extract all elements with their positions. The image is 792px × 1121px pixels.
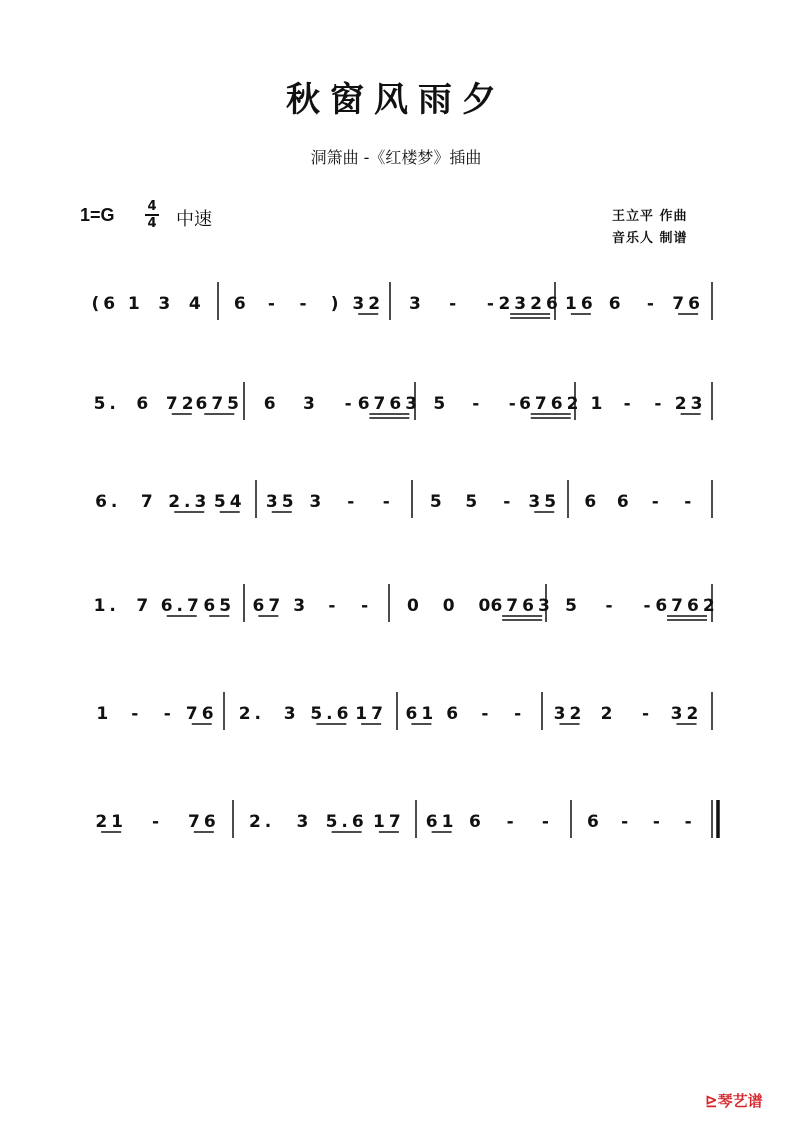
score-note: 6 (233, 294, 250, 314)
score-note: 2.3 (168, 492, 211, 512)
score-note: - (652, 812, 664, 832)
score-note: 2326 (498, 294, 562, 314)
score-note: 5.6 (310, 704, 353, 724)
score-note: - (651, 492, 663, 512)
arranger-credit: 音乐人 制谱 (612, 231, 688, 246)
watermark-logo (705, 1090, 763, 1111)
score-note: 72 (165, 394, 198, 414)
score-note: 3 (302, 394, 319, 414)
score-note: 65 (203, 596, 236, 616)
score-note: - (299, 294, 311, 314)
score-note: 5 (433, 394, 450, 414)
subtitle: 洞箫曲 -《红楼梦》插曲 (310, 148, 482, 167)
score-note: 5.6 (325, 812, 368, 832)
score-note: 1. (93, 596, 120, 616)
score-note: 35 (528, 492, 561, 512)
score-note: 6 (136, 394, 153, 414)
score-note: 3 (309, 492, 326, 512)
score-note: 32 (670, 704, 703, 724)
score-note: - (361, 596, 373, 616)
score-note: 16 (565, 294, 597, 314)
score-note: 6762 (519, 394, 583, 414)
score-note: 6 (263, 394, 280, 414)
score-note: 17 (355, 704, 387, 724)
time-numerator: 4 (147, 199, 157, 214)
score-note: 675 (195, 394, 243, 414)
score-note: - (344, 394, 356, 414)
score-note: - (646, 294, 658, 314)
score-note: 5 (565, 596, 581, 616)
score-note: 6 (446, 704, 463, 724)
score-note: 1 (127, 294, 144, 314)
score-note: 6.7 (160, 596, 203, 616)
score-note: - (503, 492, 515, 512)
score-note: 32 (352, 294, 385, 314)
score-note: 76 (672, 294, 704, 314)
score-note: 67 (252, 596, 285, 616)
score-note: - (481, 704, 493, 724)
score-note: - (382, 492, 394, 512)
score-note: 3 (408, 294, 425, 314)
score-note: 0 (406, 596, 423, 616)
score-note: 5 (429, 492, 446, 512)
score-note: 3 (293, 596, 310, 616)
score-note: - (151, 812, 164, 832)
score-note: - (654, 394, 666, 414)
score-note: 35 (265, 492, 298, 512)
score-note: 2. (248, 812, 276, 832)
score-note: ) (330, 294, 343, 314)
score-note: 17 (373, 812, 405, 832)
score-note: 61 (425, 812, 458, 832)
score-note: - (684, 492, 696, 512)
score-note: - (328, 596, 340, 616)
score-note: 6 (608, 294, 625, 314)
score-note: - (623, 394, 635, 414)
score-note: 6. (95, 492, 122, 512)
score-note: - (684, 812, 696, 832)
score-note: 1 (96, 704, 113, 724)
score-note: - (131, 704, 143, 724)
score-note: 7 (140, 492, 157, 512)
score-note: 5 (465, 492, 482, 512)
score-note: 3 (296, 812, 313, 832)
score-note: 0 (442, 596, 459, 616)
score-note: - (267, 294, 279, 314)
score-note: 61 (405, 704, 438, 724)
score-note: - (347, 492, 359, 512)
score-note: - (641, 704, 654, 724)
score-note: - (643, 596, 655, 616)
tempo-marking: 中速 (176, 209, 212, 230)
score-note: 5. (93, 394, 120, 414)
score-note: 32 (553, 704, 586, 724)
score-note: 2. (238, 704, 266, 724)
score-note: - (605, 596, 617, 616)
score-note: - (508, 394, 520, 414)
key-signature: 1=G (80, 205, 115, 225)
score-note: 4 (188, 294, 205, 314)
score-note: - (621, 812, 633, 832)
score-note: 76 (185, 704, 218, 724)
score-note: - (163, 704, 175, 724)
score-note: - (514, 704, 526, 724)
score-note: 2 (600, 704, 617, 724)
score-note: 3 (158, 294, 175, 314)
score-note: 6763 (357, 394, 422, 414)
score-note: 6 (584, 492, 601, 512)
score-note: (6 (91, 294, 120, 314)
score-note: 21 (95, 812, 128, 832)
score-note: 76 (187, 812, 220, 832)
time-denominator: 4 (147, 216, 157, 231)
score-note: - (472, 394, 484, 414)
page-title: 秋窗风雨夕 (286, 80, 506, 120)
score-note: 3 (283, 704, 300, 724)
score-note: 7 (136, 596, 153, 616)
score-note: - (506, 812, 518, 832)
logo-icon: ⊵ (705, 1092, 718, 1110)
score-note: 6763 (490, 596, 554, 616)
score-note: 54 (213, 492, 246, 512)
score-note: - (541, 812, 553, 832)
score-note: 6 (586, 812, 603, 832)
score-note: 6 (468, 812, 485, 832)
score-note: 23 (674, 394, 707, 414)
score-note: 0 (478, 596, 495, 616)
score-note: 1 (590, 394, 607, 414)
score-note: 6762 (655, 596, 719, 616)
score-note: 6 (616, 492, 633, 512)
score-note: - (486, 294, 498, 314)
score-note: - (449, 294, 461, 314)
watermark-text: 琴艺谱 (717, 1092, 763, 1110)
composer-credit: 王立平 作曲 (612, 209, 688, 224)
